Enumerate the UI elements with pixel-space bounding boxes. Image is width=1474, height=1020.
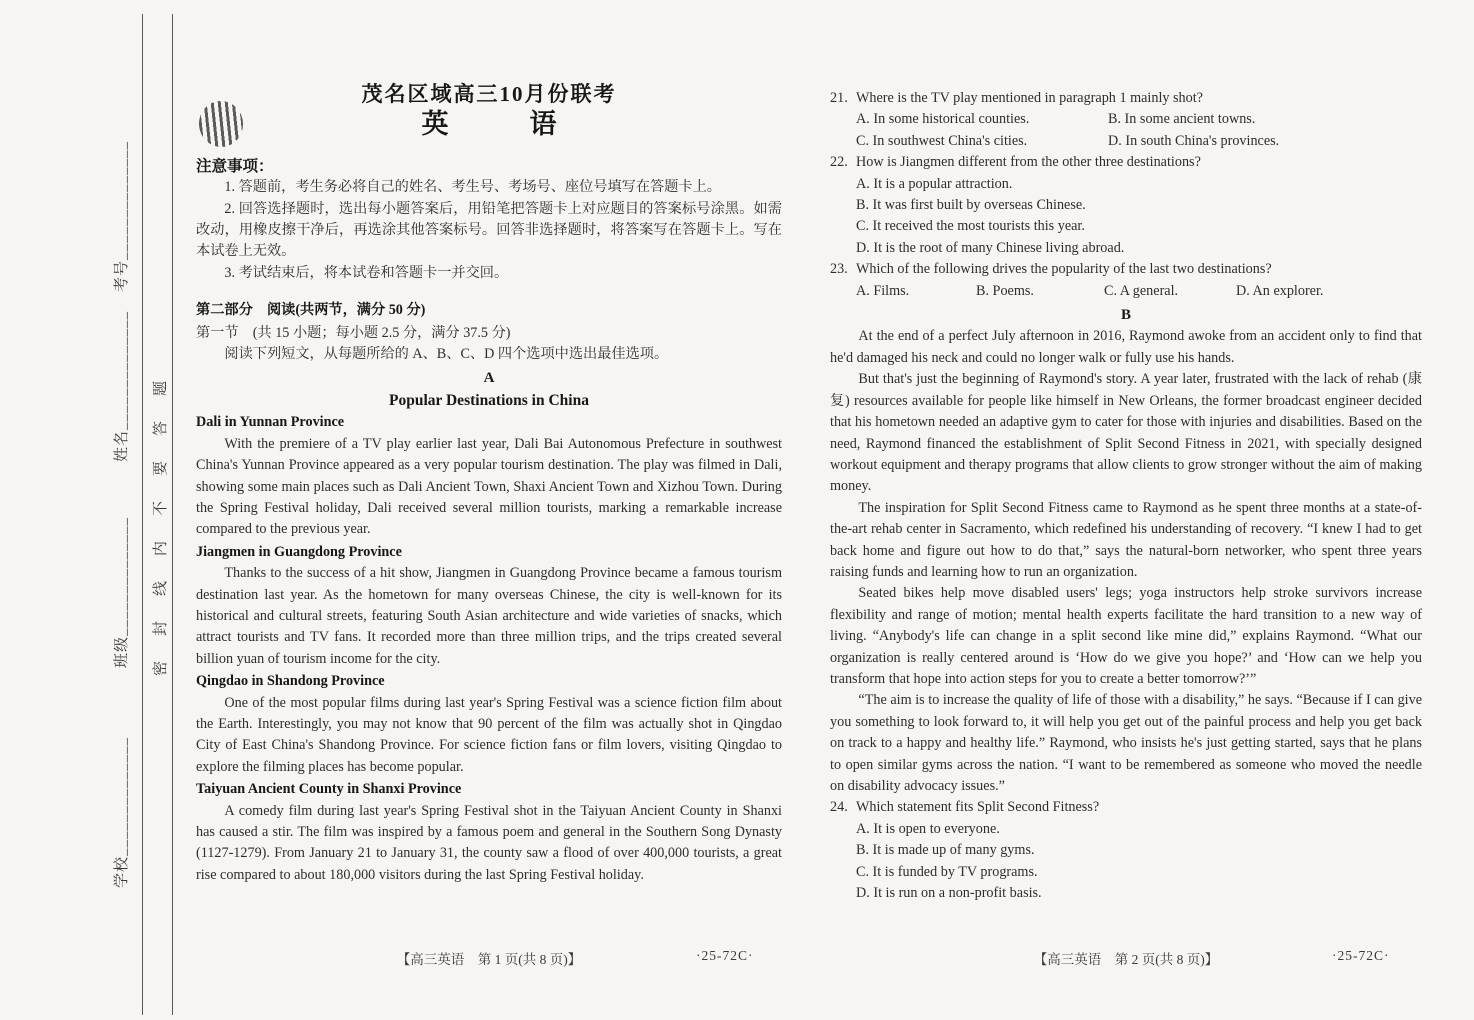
passage-a-section-text: With the premiere of a TV play earlier last year, Dali Bai Autonomous Prefecture in southwest China's Yunnan Province appeared as a very popular tourism destination. The play was filmed in Dali, showing some main places such as Dali Ancient Town, Shaxi Ancient Town and Xizhou Town. During the Spring Festival holiday, Dali received several million tourists, marking a remarkable increase compared to the previous year.: [196, 435, 782, 538]
question-text: Which of the following drives the popularity of the last two destinations?: [856, 261, 1272, 278]
passage-b-paragraph: But that's just the beginning of Raymond's story. A year later, frustrated with the lack of rehab (康复) resources available for people like himself in New Orleans, the former broadcast engineer decided that his hometown needed an adaptive gym to cater for those with injuries and disabilities. Based on the need, Raymond financed the establishment of Split Second Fitness in 2021, with specially designed workout equipment and therapy programs that allow clients to grow stronger without the aim of making money.: [830, 371, 1422, 495]
seal-line-right: [172, 14, 173, 1015]
question-text: Where is the TV play mentioned in paragraph 1 mainly shot?: [856, 90, 1203, 106]
notice-block: [196, 156, 782, 284]
seal-field-exam-number: 考号______________: [114, 140, 130, 292]
question-23: [830, 259, 1422, 280]
seal-field-name: 姓名______________: [114, 310, 130, 462]
notice-item: 2. 回答选择题时，选出每小题答案后，用铅笔把答题卡上对应题目的答案标号涂黑。如需改动，用橡皮擦干净后，再选涂其他答案标号。回答非选择题时，将答案写在答题卡上。写在本试卷上无效。: [196, 200, 782, 260]
option: B. Poems.: [976, 282, 1034, 299]
passage-b-paragraph: The inspiration for Split Second Fitness came to Raymond as he spent three months at a state-of-the-art rehab center in Sacramento, which redefined his understanding of recovery. “I knew I had to get back home and figure out how to do that,” says the natural-born networker, who spent three years raising funds and learning how to run an organization.: [830, 499, 1422, 580]
question-number: 21.: [830, 90, 848, 106]
option: C. It is funded by TV programs.: [856, 863, 1038, 880]
option: C. In southwest China's cities.: [856, 132, 1028, 149]
option: A. It is a popular attraction.: [856, 175, 1013, 192]
question-23-options: [856, 281, 1422, 302]
option: B. In some ancient towns.: [1108, 111, 1256, 128]
seal-line-left: [142, 14, 143, 1015]
section-sub-heading: 第一节 (共 15 小题；每小题 2.5 分，满分 37.5 分): [196, 324, 511, 341]
notice-heading: 注意事项：: [196, 157, 274, 175]
question-number: 23.: [830, 261, 848, 278]
option: A. Films.: [856, 282, 910, 299]
seal-field-school: 学校______________: [114, 736, 130, 888]
question-text: Which statement fits Split Second Fitness?: [856, 799, 1100, 816]
seal-phrase: 密封线内不要答题: [153, 355, 169, 676]
passage-b-paragraph: “The aim is to increase the quality of life of those with a disability,” he says. “Because if I can give you something to look forward to, it will help you get out of the painful process and help you get back on track to a happy and healthy life.” Raymond, who insists he's just getting started, says that he plans to open similar gyms across the nation. “I want to be remembered as someone who moved the needle on disability advocacy issues.”: [830, 692, 1422, 794]
passage-a-section-text: A comedy film during last year's Spring Festival shot in the Taiyuan Ancient County in Shanxi has caused a stir. The film was inspired by a famous poem and general in the Southern Song Dynasty (1127-1279). From January 21 to January 31, the county saw a flood of over 400,000 tourists, a great rise compared to about 180,000 visitors during the last Spring Festival holiday.: [196, 802, 782, 883]
question-21-options: [856, 109, 1422, 152]
option: A. It is open to everyone.: [856, 820, 1000, 837]
section-part-heading: 第二部分 阅读(共两节，满分 50 分): [196, 302, 426, 319]
notice-item: 1. 答题前，考生务必将自己的姓名、考生号、考场号、座位号填写在答题卡上。: [224, 179, 721, 196]
passage-b-label: B: [1120, 307, 1131, 324]
passage-a-section-heading: Qingdao in Shandong Province: [196, 673, 385, 690]
passage-a-section-heading: Jiangmen in Guangdong Province: [196, 543, 402, 560]
footer-page-1: 【高三英语 第 1 页(共 8 页)】: [396, 952, 582, 967]
page-1-column: [196, 84, 782, 886]
option: C. A general.: [1104, 282, 1179, 299]
passage-a-section-heading: Taiyuan Ancient County in Shanxi Province: [196, 781, 462, 798]
footer-code-2: ·25-72C·: [1332, 948, 1390, 963]
question-text: How is Jiangmen different from the other three destinations?: [856, 154, 1201, 171]
question-number: 22.: [830, 154, 848, 171]
passage-a-section-heading: Dali in Yunnan Province: [196, 414, 345, 431]
option: B. It is made up of many gyms.: [856, 842, 1035, 859]
option: A. In some historical counties.: [856, 111, 1030, 128]
section-instruction: 阅读下列短文，从每题所给的 A、B、C、D 四个选项中选出最佳选项。: [224, 346, 669, 363]
passage-a-section-text: Thanks to the success of a hit show, Jiangmen in Guangdong Province became a famous tourism destination last year. As the hometown for many overseas Chinese, the city is well-known for its historical and cultural streets, featuring South Asian architecture and wide varieties of snacks, which attract tourists and TV fans. It recorded more than three million trips, and the trips created several billion yuan of tourism income for the city.: [196, 565, 782, 667]
passage-b-paragraph: At the end of a perfect July afternoon in 2016, Raymond awoke from an accident only to find that he'd damaged his neck and could no longer walk or fully use his hands.: [830, 328, 1422, 366]
passage-a-label: A: [483, 370, 495, 387]
passage-b-paragraph: Seated bikes help move disabled users' legs; yoga instructors help stroke survivors increase flexibility and range of motion; mental health experts facilitate the hard transition to a new way of living. “Anybody's life can change in a split second like mine did,” explains Raymond. “What our organization is really centered around is ‘How do we give you hope?’ and ‘How can we help you transform that hope into action steps for you to create a better tomorrow?’”: [830, 585, 1422, 687]
footer-page-2: 【高三英语 第 2 页(共 8 页)】: [1033, 952, 1219, 967]
exam-subject: 英 语: [421, 109, 557, 140]
option: D. It is run on a non-profit basis.: [856, 885, 1042, 902]
option: B. It was first built by overseas Chinese.: [856, 197, 1086, 214]
question-21: [830, 88, 1422, 109]
seal-field-class: 班级______________: [114, 516, 130, 668]
passage-a-title: Popular Destinations in China: [389, 391, 589, 409]
option: D. An explorer.: [1236, 282, 1324, 299]
notice-item: 3. 考试结束后，将本试卷和答题卡一并交回。: [224, 264, 509, 281]
exam-title: 茂名区域高三10月份联考: [361, 82, 617, 106]
question-24: [830, 797, 1422, 818]
question-22: [830, 152, 1422, 173]
option: D. In south China's provinces.: [1108, 132, 1280, 149]
question-number: 24.: [830, 799, 848, 816]
page-2-column: [830, 88, 1422, 904]
option: C. It received the most tourists this year.: [856, 218, 1085, 235]
option: D. It is the root of many Chinese living abroad.: [856, 239, 1125, 256]
footer-code-1: ·25-72C·: [696, 948, 754, 963]
passage-a-section-text: One of the most popular films during last year's Spring Festival was a science fiction film about the Earth. Interestingly, you may not know that 90 percent of the film was actually shot in Qingdao City of East China's Shandong Province. For science fiction fans or film lovers, visiting Qingdao to explore the filming places has become popular.: [196, 694, 782, 775]
